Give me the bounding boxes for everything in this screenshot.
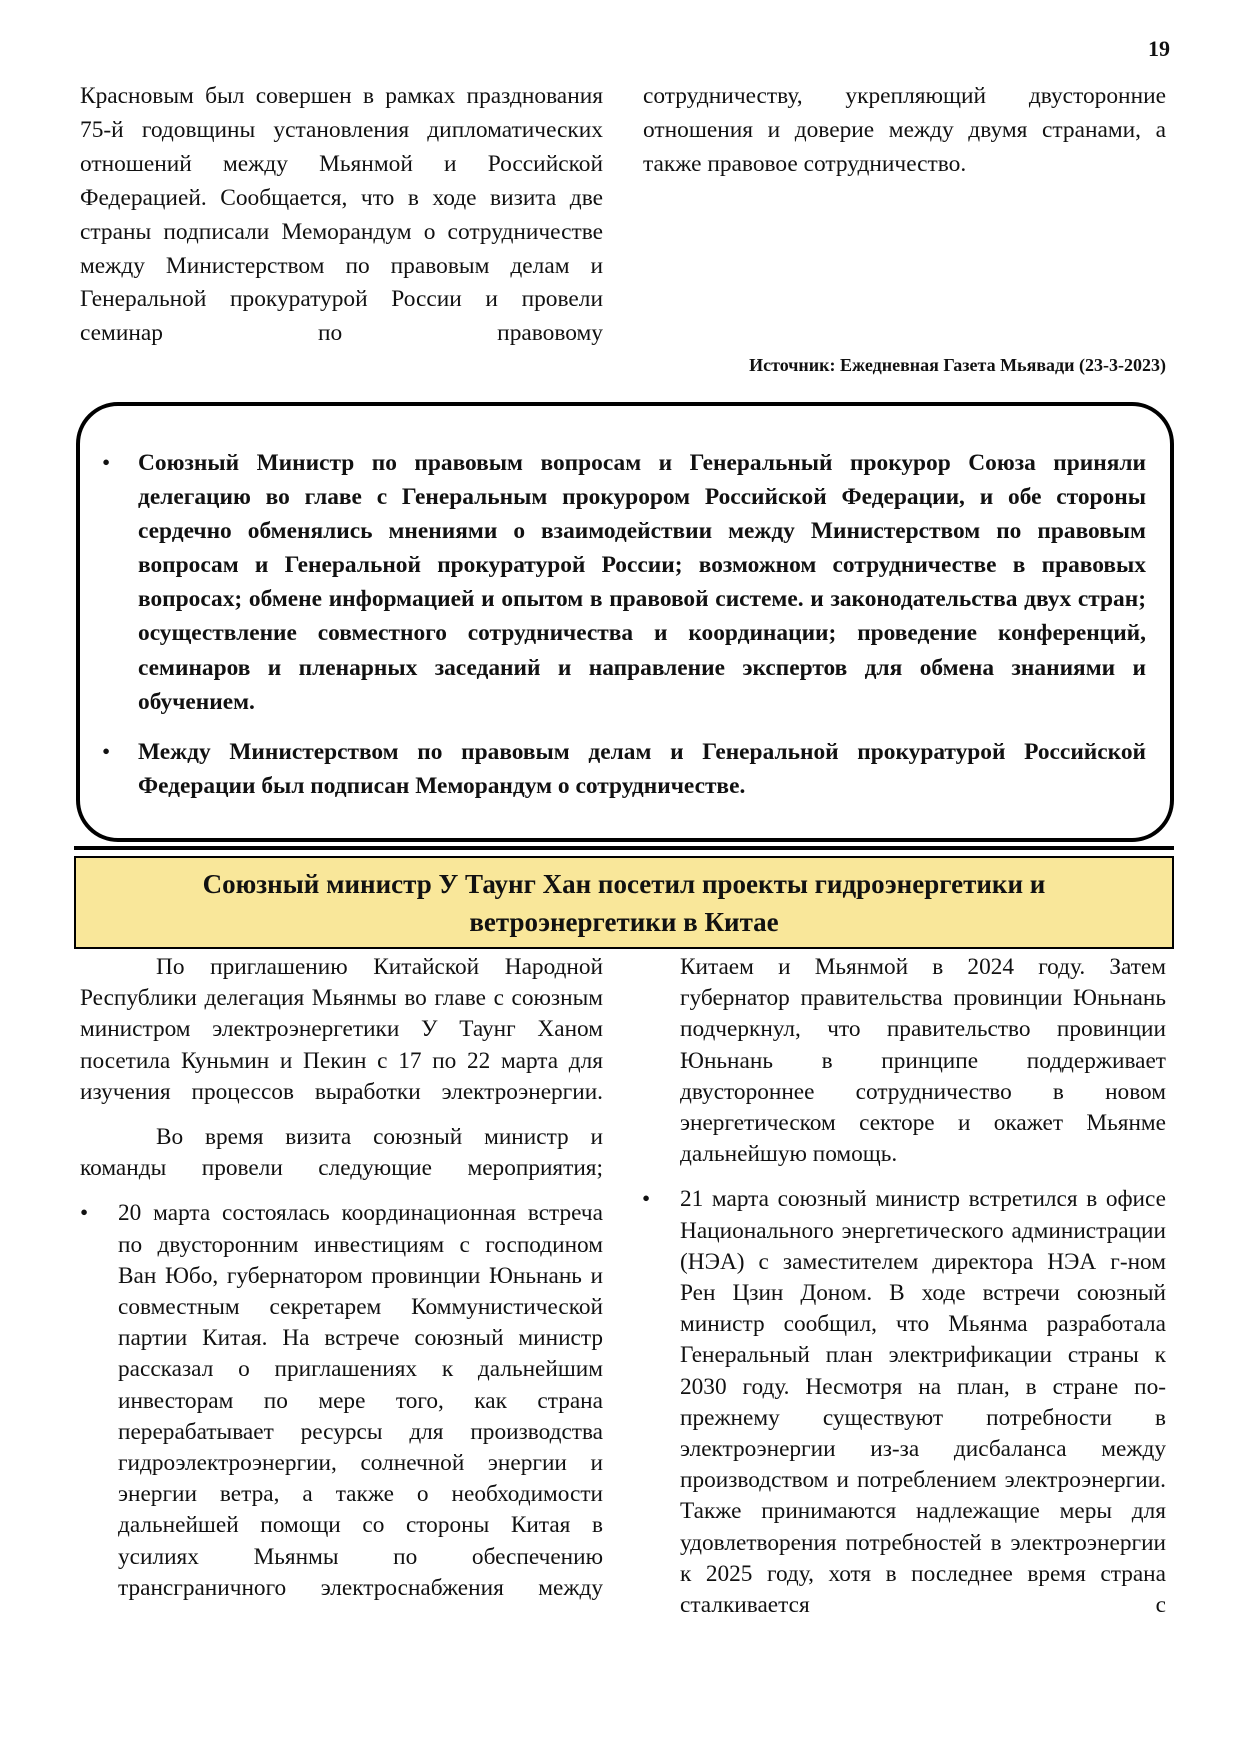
article-bullet-list <box>642 1184 1166 1621</box>
bullet-icon: • <box>80 1200 89 1227</box>
source-credit: Источник: Ежедневная Газета Мьявади (23-3-2023) <box>749 355 1166 375</box>
top-article-right-text: сотрудничеству, укрепляющий двусторонние отношения и доверие между двумя странами, а также правовое сотрудничество. <box>643 83 1166 177</box>
article-bullet-text: 20 марта состоялась координационная встреча по двусторонним инвестициям с господином Ван Юбо, губернатором провинции Юньнань и совместным секретарем Коммунистической партии Китая. На встрече союзный министр рассказал о приглашениях к дальнейшим инвесторам по мере того, как страна перерабатывает ресурсы для производства гидроэлектроэнергии, солнечной энергии и энергии ветра, а также о необходимости дальнейшей помощи со стороны Китая в усилиях Мьянмы по обеспечению трансграничного электроснабжения между <box>118 1200 603 1601</box>
article-paragraph: Во время визита союзный министр и команды провели следующие мероприятия; <box>80 1124 603 1182</box>
article-bullet-list <box>80 1198 603 1604</box>
bullet-icon: • <box>102 738 111 765</box>
article-bullet-item <box>80 1198 603 1604</box>
summary-item-text: Между Министерством по правовым делам и Генеральной прокуратурой Российской Федерации был подписан Меморандум о сотрудничестве. <box>138 738 1146 799</box>
article-right-column <box>642 952 1166 1621</box>
top-article-right-column <box>643 80 1166 182</box>
article-left-column <box>80 952 603 1604</box>
article-paragraph: Китаем и Мьянмой в 2024 году. Затем губернатор правительства провинции Юньнань подчеркнул, что правительство провинции Юньнань в принципе поддерживает двустороннее сотрудничество в новом энергетическом секторе и окажет Мьянме дальнейшую помощь. <box>680 954 1166 1168</box>
bullet-icon: • <box>102 450 111 476</box>
section-divider <box>74 846 1174 850</box>
summary-list <box>102 446 1146 803</box>
summary-item-text: Союзный Министр по правовым вопросам и Генеральный прокурор Союза приняли делегацию во главе с Генеральным прокурором Российской Федерации, и обе стороны сердечно обменялись мнениями о взаимодействии между Министерством по правовым вопросам и Генеральной прокуратурой России; возможном сотрудничестве в правовых вопросах; обмене информацией и опытом в правовой системе. и законодательства двух стран; осуществление совместного сотрудничества и координации; проведение конференций, семинаров и пленарных заседаний и направление экспертов для обмена знаниями и обучением. <box>138 450 1146 715</box>
headline-banner <box>74 856 1174 949</box>
summary-item <box>102 446 1146 719</box>
bullet-icon: • <box>642 1186 651 1213</box>
article-bullet-item <box>642 1184 1166 1621</box>
article-headline: Союзный министр У Таунг Хан посетил проекты гидроэнергетики и ветроэнергетики в Китае <box>202 868 1046 937</box>
article-bullet-text: 21 марта союзный министр встретился в офисе Национального энергетического администрации (НЭА) с заместителем директора НЭА г-ном Рен Цзин Доном. В ходе встречи союзный министр сообщил, что Мьянма разработала Генеральный план электрификации страны к 2030 году. Несмотря на план, в стране по-прежнему существуют потребности в электроэнергии из-за дисбаланса между производством и потреблением электроэнергии. Также принимаются надлежащие меры для удовлетворения потребностей в электроэнергии к 2025 году, хотя в последнее время страна сталкивается с <box>680 1186 1166 1619</box>
page-number: 19 <box>1148 36 1170 61</box>
article-paragraph: По приглашению Китайской Народной Республики делегация Мьянмы во главе с союзным министром электроэнергетики У Таунг Ханом посетила Куньмин и Пекин с 17 по 22 марта для изучения процессов выработки электроэнергии. <box>80 954 603 1105</box>
summary-item <box>102 735 1146 803</box>
top-article-left-column <box>80 80 603 351</box>
top-article-left-text: Красновым был совершен в рамках празднования 75-й годовщины установления дипломатических отношений между Мьянмой и Российской Федерацией. Сообщается, что в ходе визита две страны подписали Меморандум о сотрудничестве между Министерством по правовым делам и Генеральной прокуратурой России и провели семинар по правовому <box>80 83 603 347</box>
